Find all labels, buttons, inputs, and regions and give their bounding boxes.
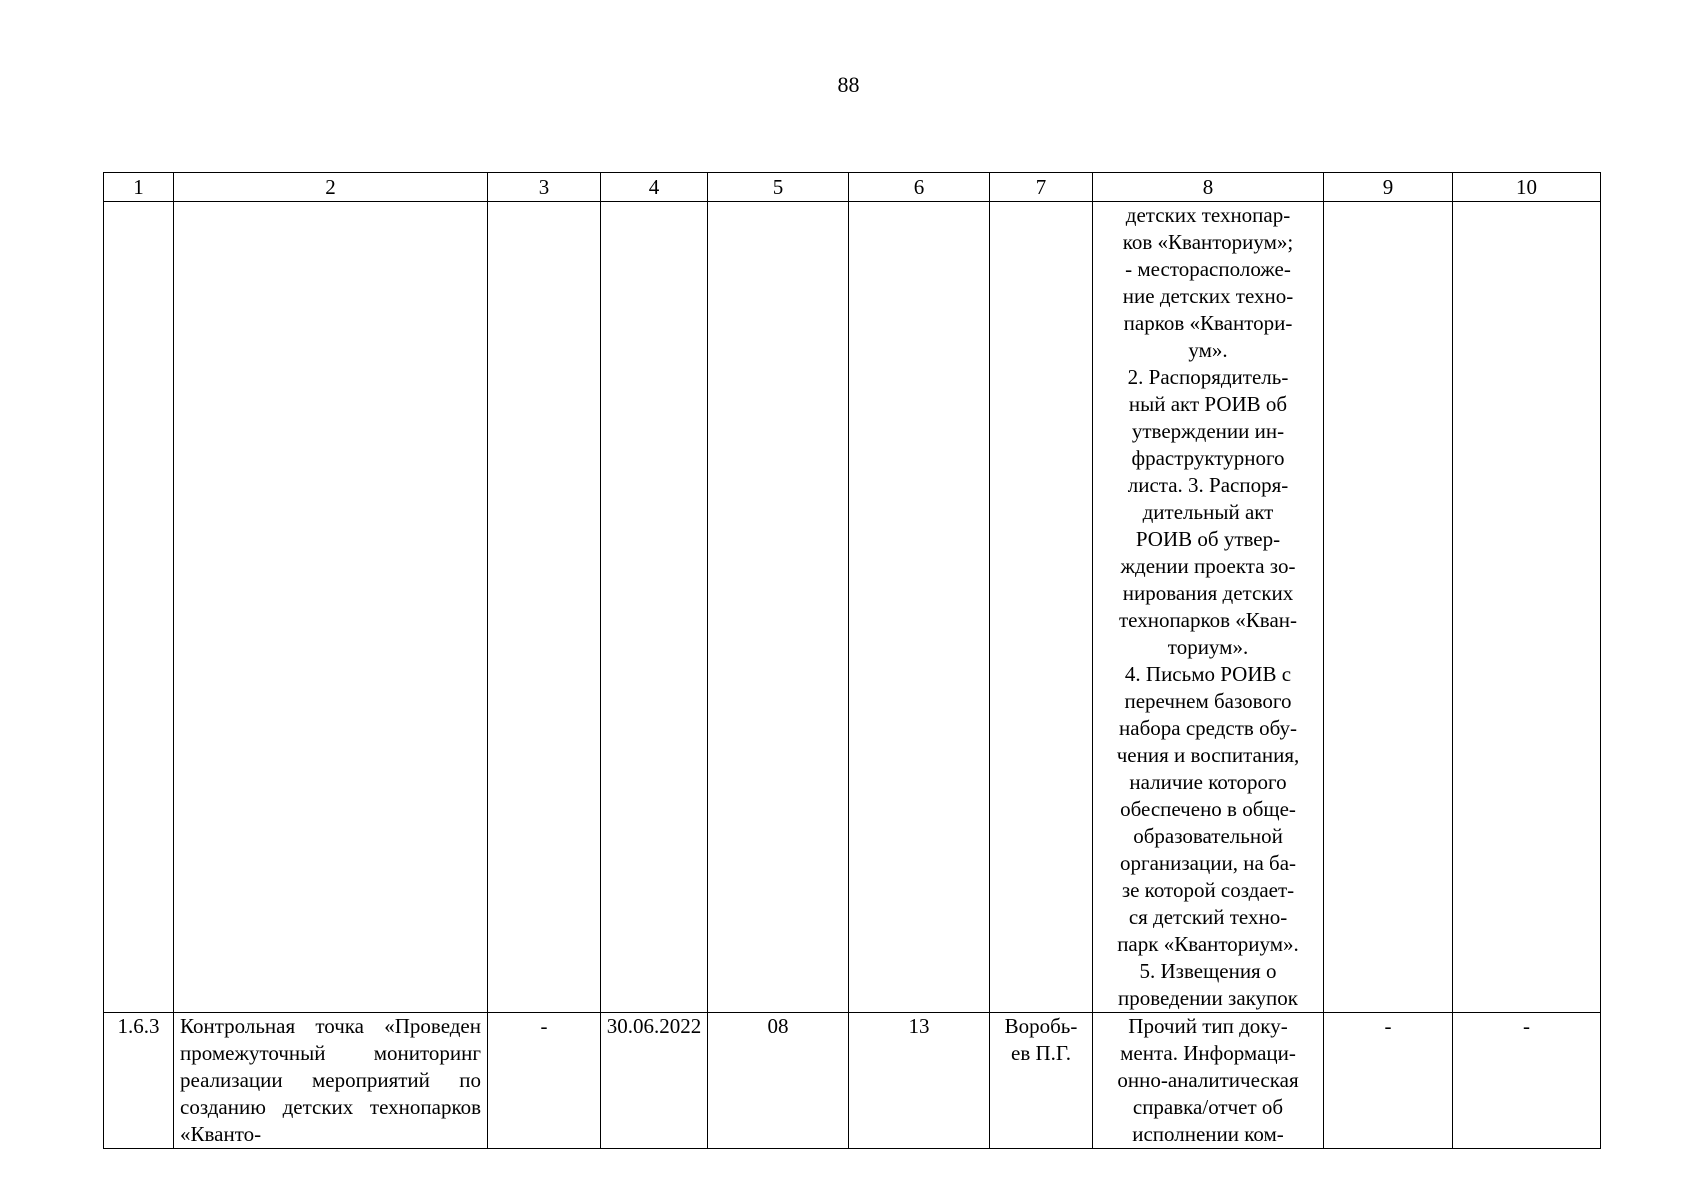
- cell-empty: [708, 202, 849, 1013]
- cell-col5: 08: [708, 1013, 849, 1149]
- page-number: 88: [837, 72, 860, 97]
- cell-item-number: 1.6.3: [104, 1013, 174, 1149]
- cell-col6: 13: [849, 1013, 990, 1149]
- cell-empty: [104, 202, 174, 1013]
- cell-responsible: Воробь- ев П.Г.: [990, 1013, 1093, 1149]
- header-cell-4: 4: [601, 173, 708, 202]
- plan-table: [103, 172, 1601, 1149]
- header-cell-3: 3: [488, 173, 601, 202]
- cell-date: 30.06.2022: [601, 1013, 708, 1149]
- table-row-continuation: [104, 202, 1601, 1013]
- header-cell-9: 9: [1324, 173, 1453, 202]
- cell-document-continuation: детских технопар- ков «Кванториум»; - месторасположе- ние детских техно- парков «Квантори- ум». 2. Распорядитель- ный акт РОИВ об утверждении ин- фраструктурного листа. 3. Распоря- дительный акт РОИВ об утвер- ждении проекта зо- нирования детских технопарков «Кван- ториум». 4. Письмо РОИВ с перечнем базового набора средств обу- чения и воспитания, наличие которого обеспечено в обще- образовательной организации, на ба- зе которой создает- ся детский техно- парк «Кванториум». 5. Извещения о проведении закупок: [1093, 202, 1324, 1013]
- cell-empty: [174, 202, 488, 1013]
- cell-empty: [601, 202, 708, 1013]
- cell-document-type: Прочий тип доку- мента. Информаци- онно-аналитическая справка/отчет об исполнении ком-: [1093, 1013, 1324, 1149]
- header-cell-2: 2: [174, 173, 488, 202]
- header-cell-1: 1: [104, 173, 174, 202]
- header-cell-6: 6: [849, 173, 990, 202]
- cell-col9: -: [1324, 1013, 1453, 1149]
- cell-col3: -: [488, 1013, 601, 1149]
- cell-col10: -: [1453, 1013, 1601, 1149]
- table-row-1-6-3: [104, 1013, 1601, 1149]
- header-cell-8: 8: [1093, 173, 1324, 202]
- cell-empty: [990, 202, 1093, 1013]
- header-row: [104, 173, 1601, 202]
- header-cell-7: 7: [990, 173, 1093, 202]
- header-cell-5: 5: [708, 173, 849, 202]
- cell-empty: [1324, 202, 1453, 1013]
- cell-item-name: Контрольная точка «Проведен промежуточный мониторинг реализации мероприятий по созданию детских технопарков «Кванто-: [174, 1013, 488, 1149]
- cell-empty: [849, 202, 990, 1013]
- cell-empty: [1453, 202, 1601, 1013]
- cell-empty: [488, 202, 601, 1013]
- header-cell-10: 10: [1453, 173, 1601, 202]
